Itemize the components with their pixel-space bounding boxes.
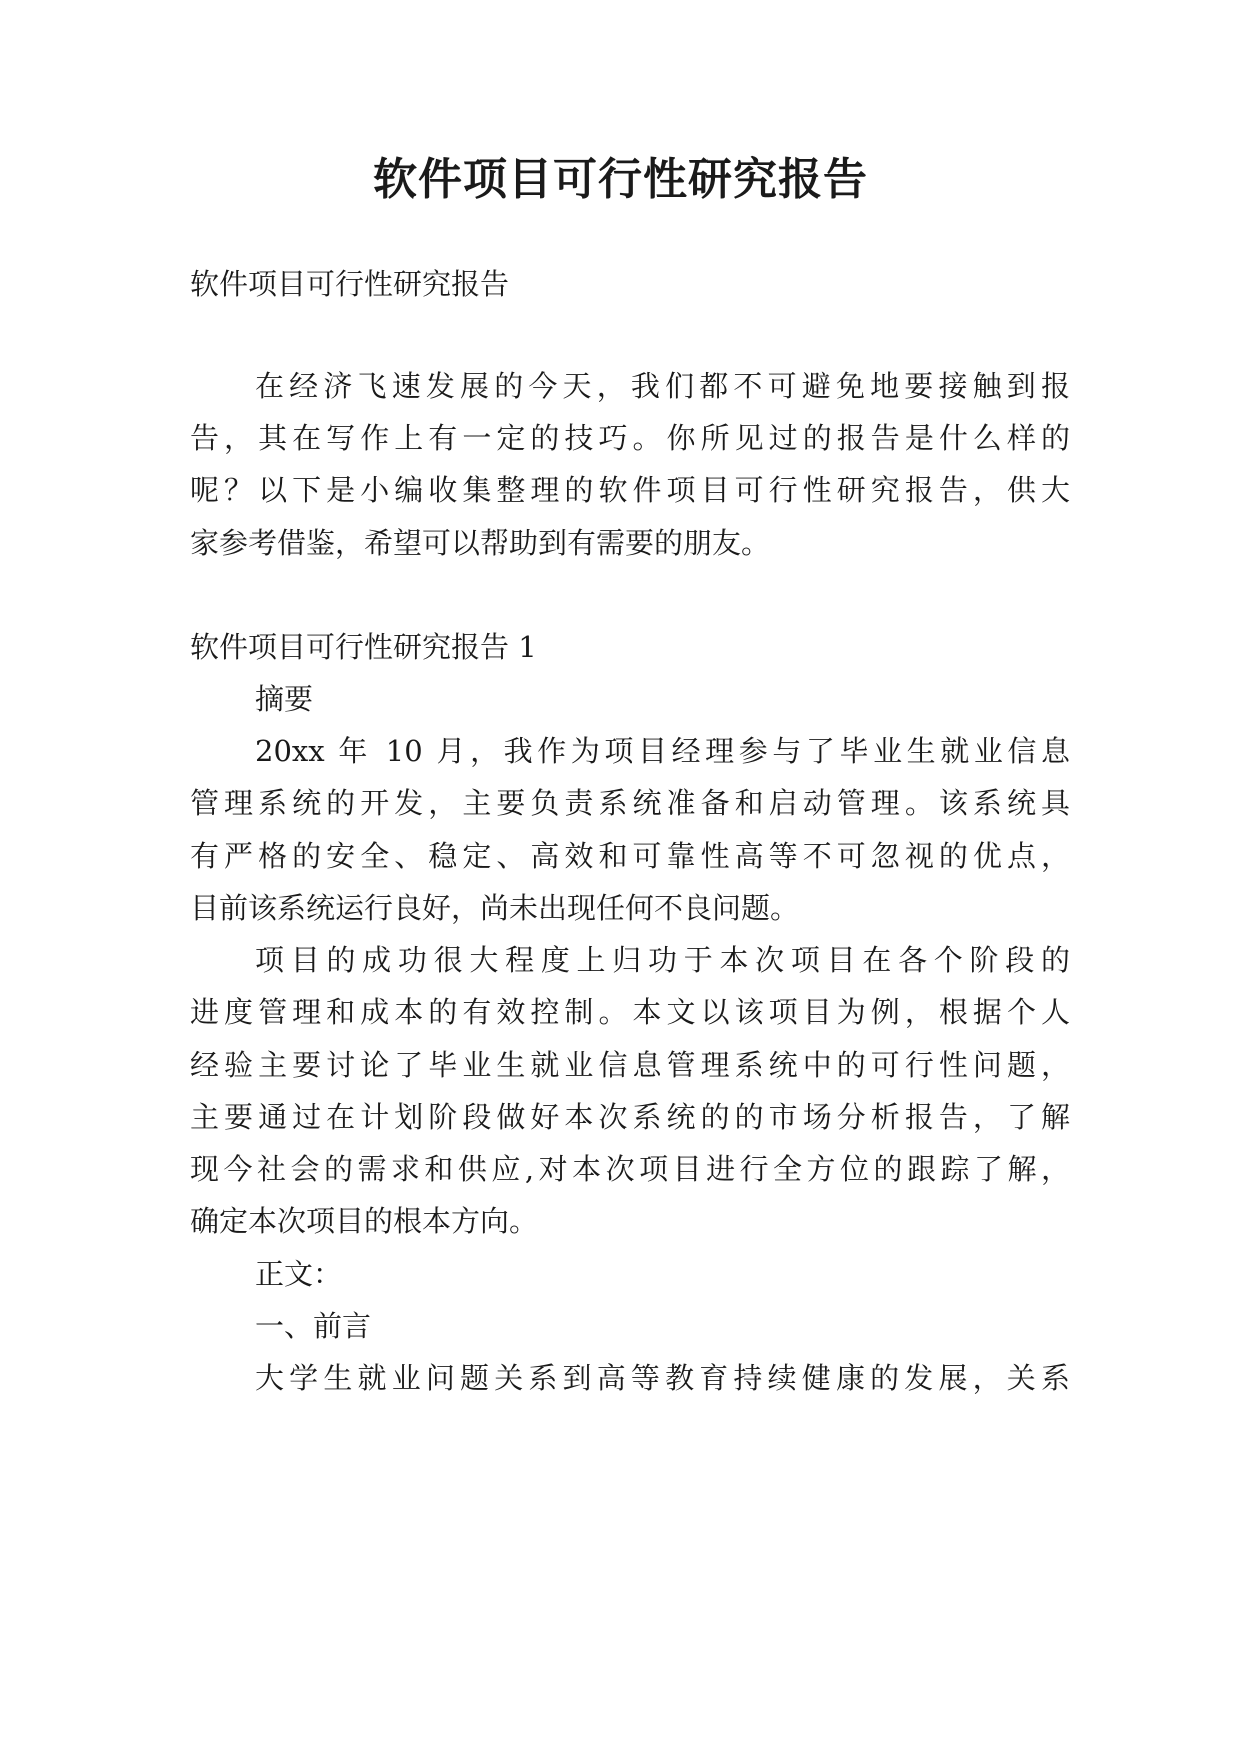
abstract-line: 目前该系统运行良好，尚未出现任何不良问题。 xyxy=(190,891,800,925)
intro-line: 家参考借鉴，希望可以帮助到有需要的朋友。 xyxy=(190,526,771,560)
intro-line: 告，其在写作上有一定的技巧。你所见过的报告是什么样的 xyxy=(190,421,1070,455)
abstract-line: 20xx 年 10 月，我作为项目经理参与了毕业生就业信息 xyxy=(255,734,1070,768)
abstract-line: 主要通过在计划阶段做好本次系统的的市场分析报告，了解 xyxy=(190,1100,1070,1134)
abstract-line: 项目的成功很大程度上归功于本次项目在各个阶段的 xyxy=(255,943,1070,977)
abstract-line: 进度管理和成本的有效控制。本文以该项目为例，根据个人 xyxy=(190,995,1070,1029)
document-title: 软件项目可行性研究报告 xyxy=(373,154,868,205)
body-heading: 正文： xyxy=(255,1257,343,1291)
body-line: 大学生就业问题关系到高等教育持续健康的发展，关系 xyxy=(255,1361,1070,1395)
abstract-line: 有严格的安全、稳定、高效和可靠性高等不可忽视的优点， xyxy=(190,839,1070,873)
intro-line: 呢？以下是小编收集整理的软件项目可行性研究报告，供大 xyxy=(190,473,1070,507)
document-subtitle: 软件项目可行性研究报告 xyxy=(190,267,510,301)
abstract-line: 管理系统的开发，主要负责系统准备和启动管理。该系统具 xyxy=(190,786,1070,820)
abstract-line: 现今社会的需求和供应,对本次项目进行全方位的跟踪了解， xyxy=(190,1152,1070,1186)
section-heading: 软件项目可行性研究报告 1 xyxy=(190,630,537,664)
abstract-line: 经验主要讨论了毕业生就业信息管理系统中的可行性问题， xyxy=(190,1048,1070,1082)
abstract-heading: 摘要 xyxy=(255,682,314,716)
preface-heading: 一、前言 xyxy=(255,1309,372,1343)
abstract-line: 确定本次项目的根本方向。 xyxy=(190,1204,539,1238)
intro-line: 在经济飞速发展的今天，我们都不可避免地要接触到报 xyxy=(255,369,1070,403)
